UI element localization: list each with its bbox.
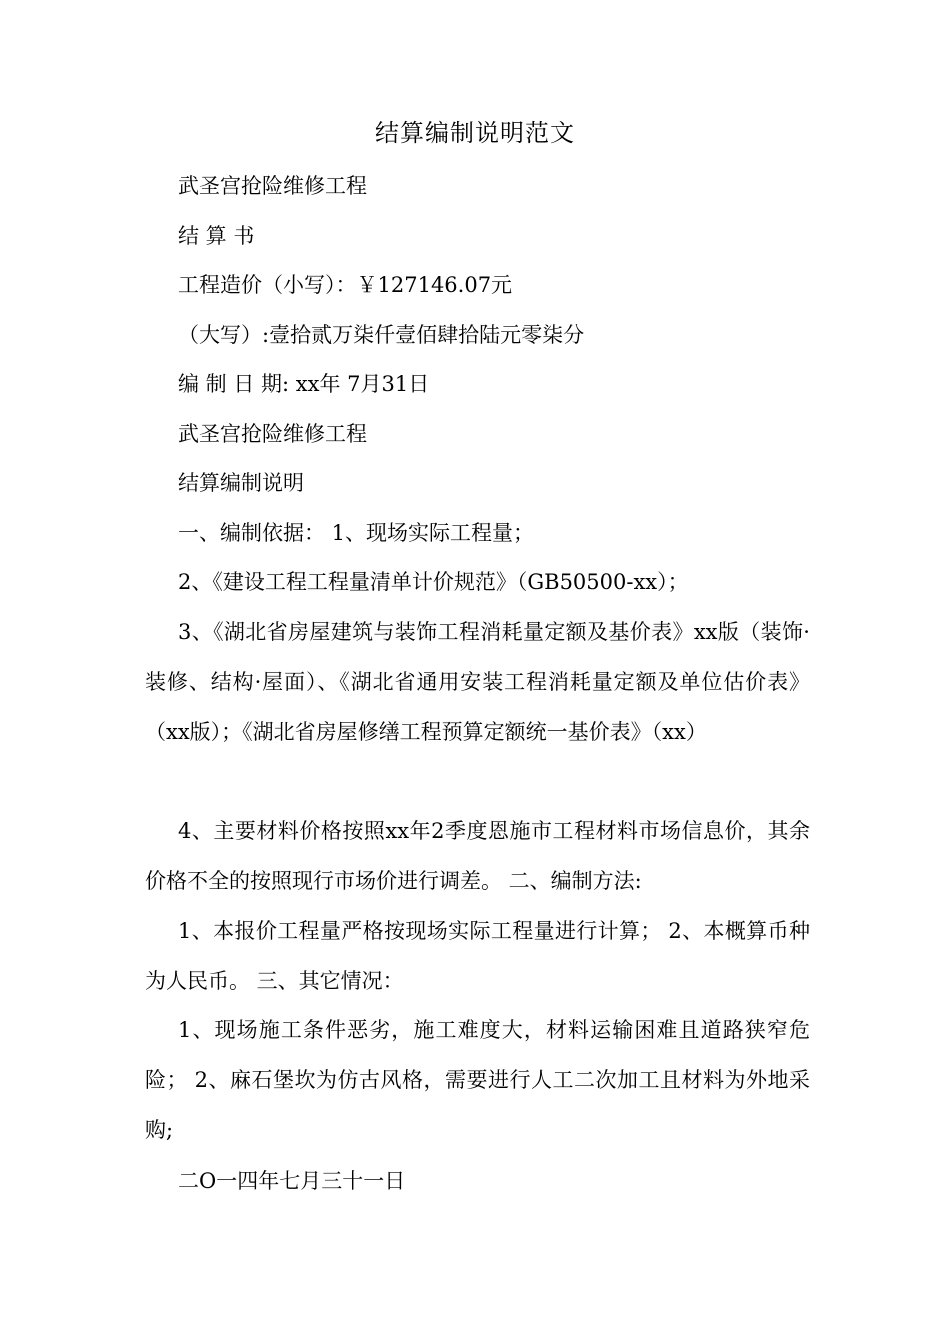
basis-item-4-paragraph: 4、主要材料价格按照xx年2季度恩施市工程材料市场信息价，其余价格不全的按照现行市场价进行调差。 二、编制方法: (145, 819, 810, 893)
document-title: 结算编制说明范文 (375, 119, 575, 147)
explanation-heading: 结算编制说明 (178, 471, 304, 495)
compile-date-line: 编 制 日 期: xx年 7月31日 (178, 372, 430, 396)
project-name-line-2: 武圣宫抢险维修工程 (178, 422, 367, 446)
basis-item-3-paragraph: 3、《湖北省房屋建筑与装饰工程消耗量定额及基价表》xx版（装饰·装修、结构·屋面）、《湖北省通用安装工程消耗量定额及单位估价表》（xx版）；《湖北省房屋修缮工程预算定额统一基价表》（xx） (145, 620, 810, 744)
cost-lowercase-line: 工程造价（小写）：￥127146.07元 (178, 273, 513, 297)
other-conditions-paragraph: 1、现场施工条件恶劣，施工难度大，材料运输困难且道路狭窄危险； 2、麻石堡坎为仿古风格，需要进行人工二次加工且材料为外地采购; (145, 1018, 810, 1142)
project-name-line: 武圣宫抢险维修工程 (178, 174, 367, 198)
basis-item-2: 2、《建设工程工程量清单计价规范》（GB50500-xx）； (178, 570, 689, 594)
basis-heading-line: 一、编制依据： 1、现场实际工程量； (178, 521, 535, 545)
closing-date: 二O一四年七月三十一日 (178, 1169, 406, 1193)
method-paragraph: 1、本报价工程量严格按现场实际工程量进行计算； 2、本概算币种为人民币。 三、其它情况： (145, 919, 810, 993)
settlement-book-label: 结 算 书 (178, 224, 255, 248)
cost-uppercase-line: （大写）:壹拾贰万柒仟壹佰肆拾陆元零柒分 (178, 323, 585, 347)
